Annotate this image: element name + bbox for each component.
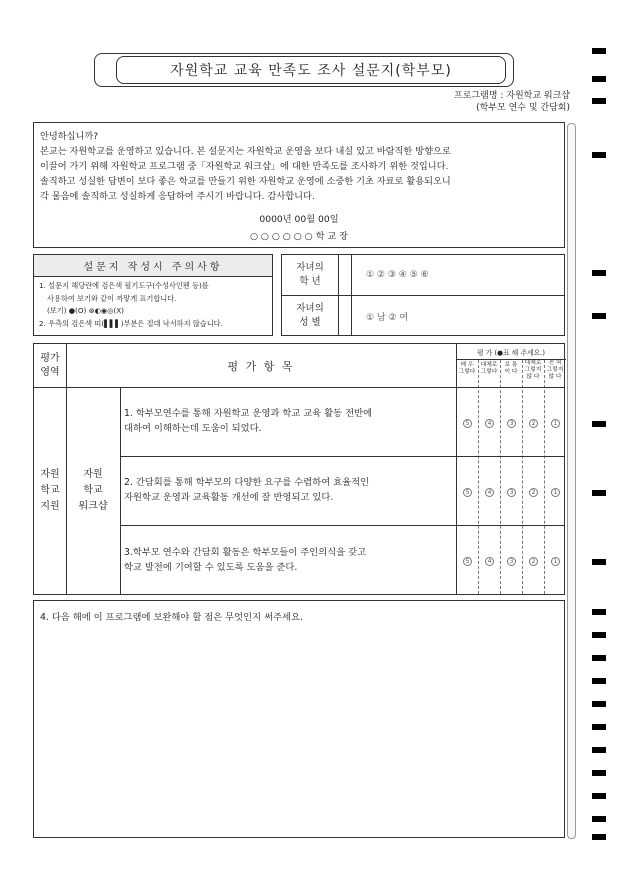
notice-line: 사용하여 보기와 같이 까맣게 표기합니다. <box>47 293 177 303</box>
form-title: 자원학교 교육 만족도 조사 설문지(학부모) <box>116 56 506 84</box>
timing-mark <box>592 559 606 565</box>
area-cell: 자원 학교 지원 <box>40 469 60 512</box>
intro-line: 본교는 자원학교를 운영하고 있습니다. 본 설문지는 자원학교 운영을 보다 내실 있고 바람직한 방향으로 <box>40 146 451 157</box>
notice-header: 설문지 작성시 주의사항 <box>34 255 272 277</box>
timing-mark <box>592 152 606 158</box>
timing-mark <box>592 678 606 684</box>
answer-circle[interactable]: 1 <box>551 557 560 566</box>
answer-circle[interactable]: 4 <box>485 419 494 428</box>
intro-date: 0000년 00월 00일 <box>259 214 339 225</box>
answer-circle[interactable]: 1 <box>551 488 560 497</box>
gender-options[interactable]: ① 남 ② 여 <box>366 312 409 323</box>
question-3: 3.학부모 연수와 간담회 활동은 학부모들이 주인의식을 갖고 학교 발전에 기여할 수 있도록 도움을 준다. <box>124 547 367 573</box>
timing-mark <box>592 834 606 840</box>
timing-mark <box>592 490 606 496</box>
timing-mark <box>592 655 606 661</box>
grade-row <box>282 255 564 296</box>
timing-mark <box>592 816 606 822</box>
scale-label: 대체로 그렇지 않 다 <box>524 360 542 380</box>
answer-circle[interactable]: 2 <box>529 419 538 428</box>
evaluation-table <box>33 343 565 595</box>
answer-circle[interactable]: 4 <box>485 488 494 497</box>
program-line-1: 프로그램명 : 자원학교 워크샵 <box>454 91 570 101</box>
scale-label: 전 혀 그렇지 않 다 <box>546 360 564 380</box>
timing-mark <box>592 98 606 104</box>
area-header: 평가 영역 <box>40 352 60 378</box>
scale-label: 보 통 이 다 <box>504 362 518 375</box>
grade-label: 자녀의 학 년 <box>282 255 339 295</box>
answer-circle[interactable]: 4 <box>485 557 494 566</box>
answer-circle[interactable]: 3 <box>507 488 516 497</box>
notice-line: 2. 우측의 검은색 띠(▌▌▌)부분은 절대 낙서하지 않습니다. <box>39 318 223 328</box>
grade-options[interactable]: ① ② ③ ④ ⑤ ⑥ <box>366 270 429 280</box>
timing-mark <box>592 609 606 615</box>
answer-circle[interactable]: 2 <box>529 488 538 497</box>
gender-row <box>282 296 564 336</box>
scale-label: 매 우 그렇다 <box>458 362 476 375</box>
question-1: 1. 학부모연수를 통해 자원학교 운영과 학교 교육 활동 전반에 대하여 이해하는데 도움이 되었다. <box>124 408 373 434</box>
notice-example: (보기) ●(O) ⊗◐◉◎(X) <box>47 306 124 315</box>
timing-mark <box>592 701 606 707</box>
intro-line: 이끌어 가기 위해 자원학교 프로그램 중「자원학교 워크샵」에 대한 만족도를 조사하기 위한 것입니다. <box>40 161 449 172</box>
intro-school: ○ ○ ○ ○ ○ ○ 학 교 장 <box>249 231 349 242</box>
timing-mark <box>592 770 606 776</box>
scale-label: 대체로 그렇다 <box>480 362 498 375</box>
program-line-2: (학부모 연수 및 간담회) <box>476 103 570 113</box>
answer-circle[interactable]: 2 <box>529 557 538 566</box>
timing-mark <box>592 724 606 730</box>
answer-circle[interactable]: 3 <box>507 557 516 566</box>
intro-line: 각 물음에 솔직하고 성실하게 응답하여 주시기 바랍니다. 감사합니다. <box>40 191 315 202</box>
timing-mark <box>592 632 606 638</box>
intro-box <box>33 122 565 248</box>
answer-circle[interactable]: 5 <box>463 557 472 566</box>
question-4-box[interactable] <box>33 600 565 838</box>
timing-mark <box>592 48 606 54</box>
scale-header: 평 가 (●표 해 주세요.) <box>477 348 545 357</box>
question-2: 2. 간담회를 통해 학부모의 다양한 요구를 수렴하여 효율적인 자원학교 운영과 교육활동 개선에 잘 반영되고 있다. <box>124 477 370 503</box>
program-name <box>454 90 570 114</box>
items-header: 평 가 항 목 <box>227 359 295 373</box>
student-info-box <box>281 254 565 336</box>
timing-mark <box>592 793 606 799</box>
intro-greeting: 안녕하십니까? <box>40 131 99 142</box>
answer-circle[interactable]: 5 <box>463 488 472 497</box>
notice-line: 1. 설문지 해당란에 검은색 필기도구(수성사인펜 등)를 <box>39 281 209 290</box>
timing-mark <box>592 270 606 276</box>
timing-mark <box>592 76 606 82</box>
timing-mark <box>592 421 606 427</box>
gender-label: 자녀의 성 별 <box>282 296 339 336</box>
answer-circle[interactable]: 1 <box>551 419 560 428</box>
intro-line: 솔직하고 성실한 답변이 보다 좋은 학교를 만들기 위한 자원학교 운영에 소중한 기초 자료로 활용되오니 <box>40 176 451 187</box>
answer-circle[interactable]: 3 <box>507 419 516 428</box>
side-strip <box>567 123 576 839</box>
question-4: 4. 다음 해에 이 프로그램에 보완해야 할 점은 무엇인지 써주세요. <box>40 612 303 623</box>
timing-mark <box>592 747 606 753</box>
timing-mark <box>592 313 606 319</box>
answer-circle[interactable]: 5 <box>463 419 472 428</box>
notice-box <box>33 254 273 336</box>
subarea-cell: 자원 학교 워크샵 <box>78 469 108 512</box>
